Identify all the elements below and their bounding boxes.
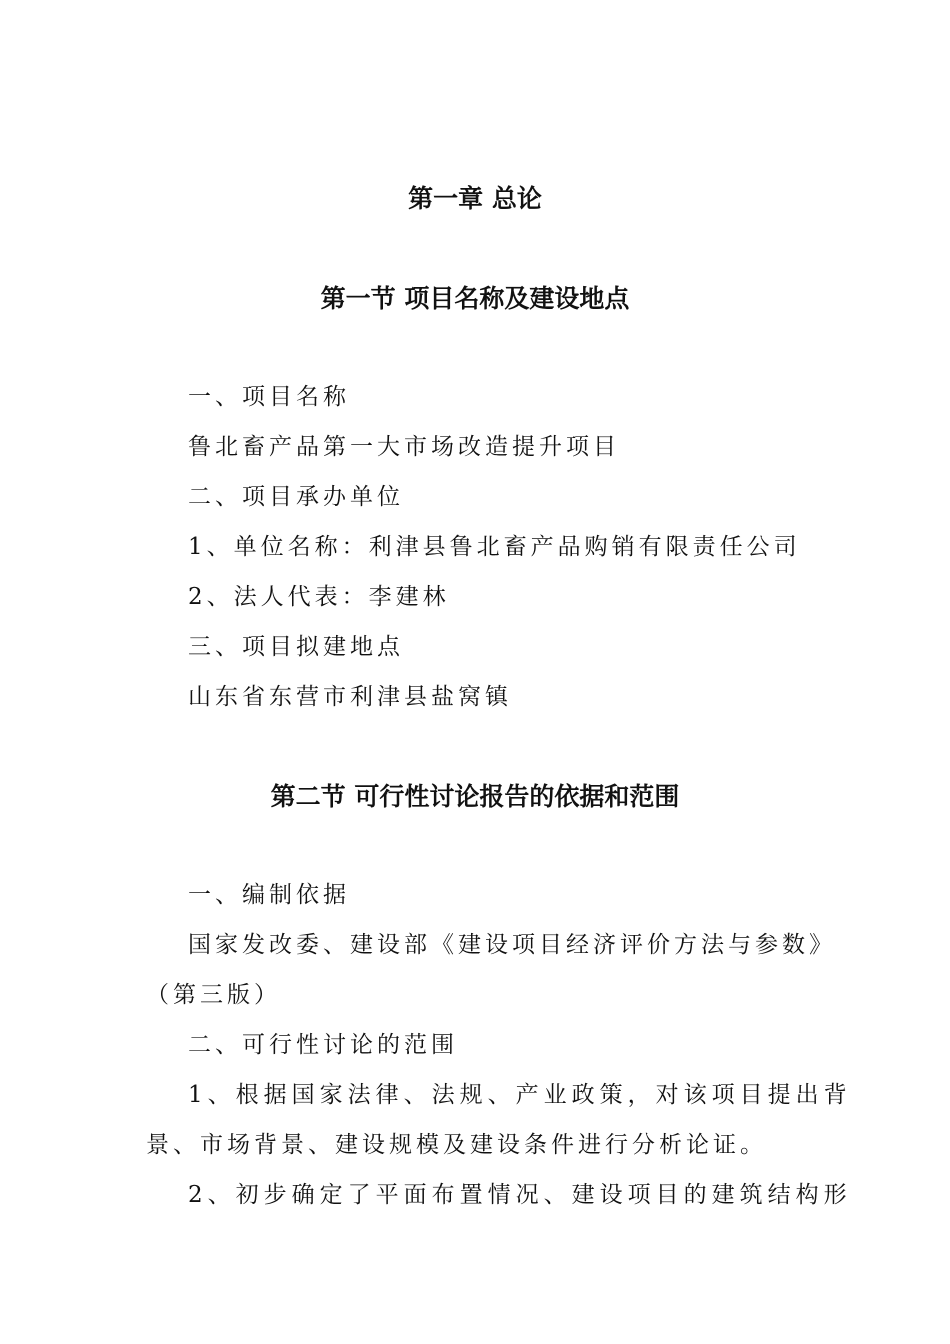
paragraph: 国家发改委、建设部《建设项目经济评价方法与参数》 xyxy=(188,932,836,958)
paragraph: 1、根据国家法律、法规、产业政策，对该项目提出背 xyxy=(188,1082,852,1108)
paragraph: 鲁北畜产品第一大市场改造提升项目 xyxy=(188,434,620,460)
subheading: 一、项目名称 xyxy=(188,384,350,410)
subheading: 三、项目拟建地点 xyxy=(188,634,404,660)
section-title: 第二节 可行性讨论报告的依据和范围 xyxy=(270,782,680,811)
chapter-title: 第一章 总论 xyxy=(408,184,542,213)
paragraph: 2、初步确定了平面布置情况、建设项目的建筑结构形 xyxy=(188,1182,852,1208)
subheading: 二、项目承办单位 xyxy=(188,484,404,510)
paragraph: 1、单位名称：利津县鲁北畜产品购销有限责任公司 xyxy=(188,534,801,560)
paragraph: （第三版） xyxy=(146,982,281,1008)
subheading: 二、可行性讨论的范围 xyxy=(188,1032,458,1058)
subheading: 一、编制依据 xyxy=(188,882,350,908)
paragraph: 2、法人代表：李建林 xyxy=(188,584,450,610)
paragraph: 山东省东营市利津县盐窝镇 xyxy=(188,684,512,710)
section-title: 第一节 项目名称及建设地点 xyxy=(320,284,630,313)
paragraph: 景、市场背景、建设规模及建设条件进行分析论证。 xyxy=(146,1132,767,1158)
